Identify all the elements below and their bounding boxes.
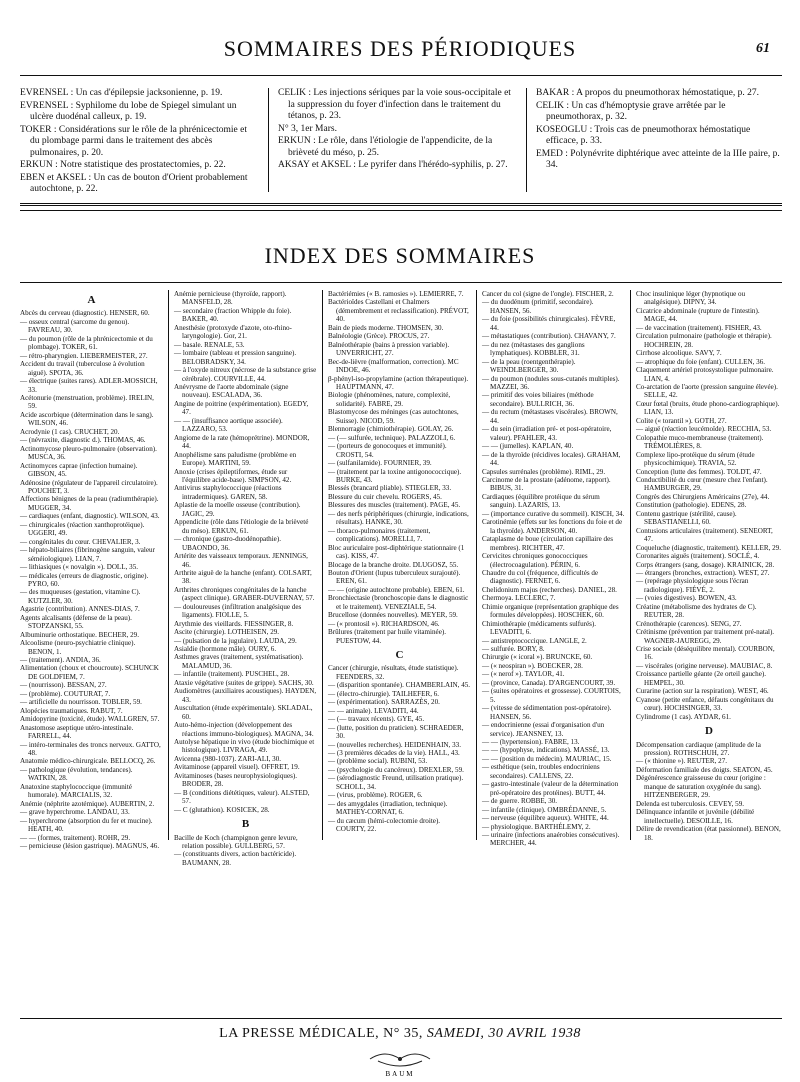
index-entry: — lombaire (tableau et pression sanguine). BELOBRADSKY, 34. bbox=[174, 349, 297, 366]
index-entry: Crénothérapie (carences). SENG, 27. bbox=[636, 619, 742, 628]
index-entry: — (problème social). RUBINI, 53. bbox=[328, 757, 428, 766]
index-entry: Contenu gastrique (stérilité, cause). SEBASTIANELLI, 60. bbox=[636, 509, 737, 527]
index-entry: — basale. RENALE, 53. bbox=[174, 340, 245, 349]
index-entry: Blastomycose des méninges (cas autochtones, Suisse). NICOD, 59. bbox=[328, 408, 459, 425]
index-entry: Créatine (métabolisme des hydrates de C). REUTER, 28. bbox=[636, 602, 757, 620]
index-entry: Colopathie muco-membraneuse (traitement). TRÉMOLIÈRES, 8. bbox=[636, 433, 764, 451]
header-rule bbox=[20, 75, 782, 76]
index-entry: Alopécies traumatiques. RABUT, 7. bbox=[20, 706, 123, 715]
index-entry: — C (glutathion). KOSICEK, 28. bbox=[174, 805, 270, 814]
index-entry: Anémie (néphrite azotémique). AUBERTIN, 2. bbox=[20, 799, 155, 808]
index-entry: Arthrite aiguë de la hanche (enfant). COLSART, 38. bbox=[174, 568, 312, 586]
index-entry: Circulation pulmonaire (pathologie et thérapie). HOCHREIN, 28. bbox=[636, 332, 772, 349]
index-entry: Acétonurie (menstruation, problème). IRELIN, 59. bbox=[20, 393, 154, 411]
index-rule bbox=[20, 282, 782, 283]
index-entry: Aplastie de la moelle osseuse (contribution). JAGIC, 29. bbox=[174, 501, 301, 518]
index-entry: Bain de pieds moderne. THOMSEN, 30. bbox=[328, 323, 444, 332]
column-divider bbox=[526, 88, 527, 192]
index-entry: Bouton d'Orient (lupus tuberculeux surajouté). EREN, 61. bbox=[328, 568, 461, 586]
index-entry: — — (hypertension). FABRE, 13. bbox=[482, 738, 580, 747]
index-entry: — de la thyroïde (récidives locales). GRAHAM, 44. bbox=[482, 450, 621, 468]
index-entry: — infantile (clinique). OMBRÉDANNE, 5. bbox=[482, 805, 607, 814]
index-entry: — de vaccination (traitement). FISHER, 43. bbox=[636, 323, 762, 332]
index-entry: — primitif des voies biliaires (méthode secondaire). BULLRICH, 36. bbox=[482, 391, 594, 408]
summary-entry: EVRENSEL : Syphilome du lobe de Spiegel simulant un ulcère duodénal calleux, p. 19. bbox=[20, 100, 237, 122]
index-entry: Blessures des muscles (traitement). PAGE, 45. bbox=[328, 501, 461, 510]
index-entry: Délire de revendication (état passionnel). BENON, 18. bbox=[636, 825, 781, 842]
index-entry: — intéro-terminales des troncs nerveux. GATTO, 48. bbox=[20, 740, 161, 758]
column-divider bbox=[630, 290, 631, 840]
index-entry: — (expérimentation). SARRAZÈS, 20. bbox=[328, 698, 440, 707]
index-entry: Bactériémies (« B. ramosies »). LEMIERRE, 7. bbox=[328, 290, 464, 298]
index-entry: — (pulsation de la jugulaire). LAUDA, 29. bbox=[174, 636, 297, 645]
index-entry: Adénosine (régulateur de l'appareil circulatoire). POUCHET, 3. bbox=[20, 478, 158, 495]
column-divider bbox=[268, 88, 269, 192]
index-entry: — congénitales du cœur. CHEVALIER, 3. bbox=[20, 537, 141, 546]
index-entry: — métastatiques (contribution). CHAVANY, 7. bbox=[482, 332, 616, 341]
index-entry: Alimentation (choux et choucroute). SCHUNCK DE GOLDFIEM, 7. bbox=[20, 664, 159, 681]
index-entry: — (suites opératoires et grossesse). COURTOIS, 5. bbox=[482, 687, 621, 704]
column-divider bbox=[322, 290, 323, 840]
index-entry: Décompensation cardiaque (amplitude de la pression). ROTHSCHUH, 27. bbox=[636, 740, 761, 758]
summary-column-2 bbox=[278, 88, 516, 173]
index-entry: — (névraxite, diagnostic d.). THOMAS, 46. bbox=[20, 436, 146, 445]
index-entry: Blennorragie (chimiothérapie). GOLAY, 26. bbox=[328, 425, 454, 434]
index-entry: Bronchiectasie (bronchoscopie dans le diagnostic et le traitement). VENEZIALE, 54. bbox=[328, 594, 469, 611]
index-entry: Brucellose (données nouvelles). MEYER, 59. bbox=[328, 611, 458, 620]
index-title: INDEX DES SOMMAIRES bbox=[264, 243, 536, 268]
summary-entry: CELIK : Les injections sériques par la voie sous-occipitale et la suppression du foyer d'infection dans le traitement du tétanos, p. 23. bbox=[278, 88, 511, 121]
index-entry: Affections bénignes de la peau (radiumthérapie). MUGGER, 34. bbox=[20, 495, 159, 512]
summary-entry: CELIK : Un cas d'hémoptysie grave arrêtée par le pneumothorax, p. 32. bbox=[536, 100, 726, 122]
index-entry: Asialdie (hormone mâle). OURY, 6. bbox=[174, 645, 277, 654]
index-entry: — aiguë (réaction leucémoïde). RECCHIA, 53. bbox=[636, 425, 772, 434]
index-entry: — hépato-biliaires (fibrinogène sanguin, valeur séméiologique). LIAN, 7. bbox=[20, 546, 155, 563]
summary-entry: ERKUN : Le rôle, dans l'étiologie de l'appendicite, de la brièveté du méso, p. 25. bbox=[278, 136, 493, 158]
index-entry: — (voies digestives). BOWEN, 43. bbox=[636, 594, 737, 603]
index-letter-heading: D bbox=[705, 725, 713, 738]
index-entry: — (vitesse de sédimentation post-opératoire). HANSEN, 56. bbox=[482, 704, 612, 721]
index-entry: — endocrinienne (essai d'organisation d'un service). JEANSNEY, 13. bbox=[482, 721, 605, 738]
footer-journal: LA PRESSE MÉDICALE, bbox=[219, 1026, 380, 1041]
index-entry: — viscérales (origine nerveuse). MAUBIAC, 8. bbox=[636, 661, 773, 670]
index-entry: Cyanose (petite enfance, défauts congénitaux du cœur). HOCHSINGER, 33. bbox=[636, 695, 774, 713]
index-column-2 bbox=[174, 290, 317, 867]
index-entry: Cœur fœtal (bruits, étude phono-cardiographique). LIAN, 13. bbox=[636, 399, 780, 417]
index-entry: — (lutte, position du praticien). SCHRAEDER, 30. bbox=[328, 723, 464, 741]
index-entry: — à l'oxyde nitreux (nécrose de la substance grise cérébrale). COURVILLE, 44. bbox=[174, 366, 317, 383]
index-entry: Chaudre du col (fréquence, difficultés de diagnostic). FERNET, 6. bbox=[482, 568, 599, 586]
index-entry: — du cæcum (hémi-colectomie droite). COURTY, 22. bbox=[328, 816, 441, 834]
summary-column-3 bbox=[536, 88, 782, 173]
summary-entry: EBEN et AKSEL : Un cas de bouton d'Orient probablement autochtone, p. 22. bbox=[20, 172, 248, 194]
summary-column-1 bbox=[20, 88, 258, 197]
index-entry: Auscultation (étude expérimentale). SKLADAL, 60. bbox=[174, 704, 313, 721]
index-entry: — pathologique (évolution, tendances). WATKIN, 28. bbox=[20, 765, 133, 783]
index-entry: Chermoya. LECLERC, 7. bbox=[482, 594, 556, 603]
index-entry: — (repérage physiologique sous l'écran radiologique). FIÉVÉ, 2. bbox=[636, 577, 749, 594]
index-entry: — gastro-intestinale (valeur de la détermination pré-opératoire des protéines). BUTT, 44. bbox=[482, 780, 619, 797]
summary-entry: KOSEOGLU : Trois cas de pneumothorax hémostatique efficace, p. 33. bbox=[536, 124, 751, 146]
index-entry: — cardiaques (enfant, diagnostic). WILSON, 43. bbox=[20, 512, 160, 521]
index-entry: Capsules surrénales (problème). RIML, 29. bbox=[482, 467, 606, 476]
index-entry: Anémie pernicieuse (thyroïde, rapport). MANSFELD, 28. bbox=[174, 290, 287, 307]
index-entry: — — (insuffisance aortique associée). LAZZARO, 53. bbox=[174, 416, 283, 434]
summary-entry: EVRENSEL : Un cas d'épilepsie jacksonienne, p. 19. bbox=[20, 88, 223, 98]
index-entry: Bacille de Koch (champignon genre levure, relation possible). GULLBERG, 57. bbox=[174, 833, 298, 850]
index-entry: Biologie (phénomènes, nature, complexité, solidarité). FABRE, 29. bbox=[328, 391, 451, 408]
index-entry: Asthmes graves (traitement, systématisation). MALAMUD, 36. bbox=[174, 653, 304, 670]
index-entry: Conception (lutte des femmes). TOLDT, 47. bbox=[636, 467, 762, 476]
index-entry: — de la peau (roentgenthérapie). WEINDLBERGER, 30. bbox=[482, 357, 576, 375]
index-entry: Angine de poitrine (expérimentation). EGEDY, 47. bbox=[174, 399, 309, 417]
index-entry: — (virus, problème). ROGER, 6. bbox=[328, 791, 423, 800]
summary-entry: EMED : Polynévrite diphtérique avec atteinte de la IIIe paire, p. 34. bbox=[536, 148, 780, 170]
index-entry: — hyperchrome (absorption du fer et mucine). HEATH, 40. bbox=[20, 816, 153, 834]
index-entry: — des amygdales (irradiation, technique). MATHEY-CORNAT, 6. bbox=[328, 799, 448, 817]
index-entry: — du duodénum (primitif, secondaire). HANSEN, 56. bbox=[482, 298, 594, 315]
index-entry: — (« thionine »). REUTER, 27. bbox=[636, 757, 728, 766]
index-entry: Ataxie végétative (suites de grippe). SACHS, 30. bbox=[174, 678, 314, 687]
index-entry: Antivirus staphylococcique (réactions intradermiques). GAREN, 58. bbox=[174, 484, 282, 501]
index-entry: Brûlures (traitement par huile vitaminée). PUESTOW, 44. bbox=[328, 628, 446, 645]
index-entry: — du rectum (métastases viscérales). BROWN, 44. bbox=[482, 408, 618, 425]
index-entry: — atrophique du foie (enfant). CULLEN, 36. bbox=[636, 357, 766, 366]
index-entry: Delenda est tuberculosis. CEVEY, 59. bbox=[636, 799, 745, 808]
index-entry: — pernicieuse (lésion gastrique). MAGNUS, 46. bbox=[20, 842, 160, 850]
index-entry: — grave hyperchrome. LANDAU, 33. bbox=[20, 808, 130, 817]
index-entry: — chronique (gastro-duodénopathie). UBAONDO, 36. bbox=[174, 535, 281, 552]
index-entry: Blocage de la branche droite. DLUGOSZ, 55. bbox=[328, 560, 459, 569]
ornament-text: BAUM bbox=[385, 1070, 415, 1078]
index-entry: — (problème). COUTURAT, 7. bbox=[20, 689, 111, 698]
index-entry: Acide ascorbique (détermination dans le sang). WILSON, 46. bbox=[20, 410, 154, 428]
index-entry: Dégénérescence graisseuse du cœur (origine : manque de saturation oxygénée du sang). HITZENBERGER, 29. bbox=[636, 774, 766, 800]
index-entry: — du poumon (rôle de la phrénicectomie et du plombage). TOKER, 61. bbox=[20, 334, 153, 352]
index-entry: Alcoolisme (neuro-psychiatrie clinique). BENON, 1. bbox=[20, 639, 136, 656]
index-entry: Chimiothérapie (médicaments sulfurés). LEVADITI, 6. bbox=[482, 619, 597, 637]
index-entry: — secondaire (fraction Whipple du foie). BAKER, 40. bbox=[174, 306, 292, 324]
index-entry: Coqueluche (diagnostic, traitement). KELLER, 29. bbox=[636, 543, 781, 552]
index-entry: — sulfurée. BORY, 8. bbox=[482, 645, 545, 654]
index-entry: Chimie organique (représentation graphique des formules développées). HOSCHEK, 60. bbox=[482, 602, 619, 620]
index-entry: Balnéothérapie (bains à pression variable). UNVERRICHT, 27. bbox=[328, 340, 450, 358]
index-entry: — (traitement par la toxine antigonococcique). BURKE, 43. bbox=[328, 467, 462, 484]
index-entry: Amidopyrine (toxicité, étude). WALLGREN, 57. bbox=[20, 715, 160, 724]
index-column-3 bbox=[328, 290, 471, 840]
column-divider bbox=[476, 290, 477, 840]
index-entry: — (sérodiagnostic Freund, utilisation pratique). SCHOLL, 34. bbox=[328, 774, 464, 791]
section-divider-thin bbox=[20, 210, 782, 211]
index-entry: Cylindrome (1 cas). AYDAR, 61. bbox=[636, 712, 731, 721]
index-entry: Actinomycose pleuro-pulmonaire (observation). MUSCA, 36. bbox=[20, 444, 157, 462]
index-entry: Arthrites chroniques congénitales de la hanche (aspect clinique). GRABER-DUVERNAY, 57. bbox=[174, 585, 315, 603]
summary-entry: BAKAR : A propos du pneumothorax hémostatique, p. 27. bbox=[536, 88, 759, 98]
index-letter-heading: B bbox=[241, 818, 250, 831]
summaries-section bbox=[20, 88, 782, 194]
index-letter-heading: C bbox=[395, 649, 404, 662]
page-number: 61 bbox=[756, 41, 770, 56]
index-entry: Bec-de-lièvre (malformation, correction). MC INDOE, 46. bbox=[328, 357, 459, 375]
index-entry: Cervicites chroniques gonococciques (électrocoagulation). PÉRIN, 6. bbox=[482, 552, 588, 569]
index-entry: — nerveuse (équilibre aqueux). WHITE, 44. bbox=[482, 814, 609, 823]
printer-ornament-icon bbox=[360, 1045, 440, 1079]
index-entry: Audiomètres (auxiliaires acoustiques). HAYDEN, 43. bbox=[174, 687, 317, 704]
index-entry: — — (jumelles). KAPLAN, 40. bbox=[482, 442, 574, 451]
index-entry: — — (hypophyse, indications). MASSÉ, 13. bbox=[482, 746, 610, 755]
footer-rule bbox=[20, 1018, 782, 1019]
index-entry: Colite (« torantil »). GOTH, 27. bbox=[636, 416, 727, 425]
index-entry: β-phényl-iso-propylamine (action thérapeutique). HAUPTMANN, 47. bbox=[328, 374, 469, 391]
summary-entry: AKSAY et AKSEL : Le pyrifer dans l'hérédo-syphilis, p. 27. bbox=[278, 160, 508, 170]
section-divider bbox=[20, 203, 782, 206]
index-entry: Déformation familiale des doigts. SEATON, 45. bbox=[636, 765, 773, 774]
index-entry: — de guerre. ROBBE, 30. bbox=[482, 797, 558, 806]
index-entry: Corps étrangers (sang, dosage). KRAINICK, 28. bbox=[636, 560, 775, 569]
index-entry: — thoraco-pulmonaires (traitement, complications). MORELLI, 7. bbox=[328, 526, 431, 544]
index-entry: — du sein (irradiation pré- et post-opératoire, valeur). PFAHLER, 43. bbox=[482, 425, 612, 442]
index-entry: — du foie (possibilités chirurgicales). FÈVRE, 44. bbox=[482, 315, 616, 332]
index-entry: — électrique (suites rares). ADLER-MOSSICH, 33. bbox=[20, 377, 158, 394]
index-entry: Contusions articulaires (traitement). SENEORT, 47. bbox=[636, 526, 773, 544]
index-entry: Avicenna (980-1037). ZARI-ALI, 30. bbox=[174, 754, 282, 763]
index-entry: — (« neospiran »). BOECKER, 28. bbox=[482, 661, 583, 670]
index-entry: — rétro-pharyngien. LIEBERMEISTER, 27. bbox=[20, 351, 148, 360]
index-entry: — infantile (traitement). PUSCHEL, 28. bbox=[174, 670, 290, 679]
index-entry: — (porteurs de gonocoques et immunité). CROSTI, 54. bbox=[328, 442, 447, 459]
index-entry: — (province, Canada). D'ARGENCOURT, 39. bbox=[482, 678, 616, 687]
index-entry: Chelidonium majus (recherches). DANIEL, 28. bbox=[482, 585, 617, 594]
index-entry: — — animale). LEVADITI, 44. bbox=[328, 706, 419, 715]
index-entry: — physiologique. BARTHÉLEMY, 2. bbox=[482, 822, 591, 831]
index-entry: Anesthésie (protoxyde d'azote, oto-rhino-laryngologie). Gor, 21. bbox=[174, 323, 292, 341]
summary-entry: ERKUN : Notre statistique des prostatectomies, p. 22. bbox=[20, 160, 226, 170]
index-entry: Anatomie médico-chirurgicale. BELLOCQ, 26. bbox=[20, 757, 156, 766]
index-entry: Auto-hémo-injection (développement des réactions immuno-biologiques). MAGNA, 34. bbox=[174, 721, 314, 738]
index-entry: Claquement artériel protosystolique pulmonaire. LIAN, 4. bbox=[636, 366, 774, 383]
page-header-title: SOMMAIRES DES PÉRIODIQUES bbox=[223, 36, 577, 61]
index-entry: — urinaire (infections anaérobies consécutives). MERCHER, 44. bbox=[482, 831, 620, 848]
index-entry: — B (conditions diététiques, valeur). ALSTED, 57. bbox=[174, 788, 310, 806]
index-entry: — (importance curative du sommeil). KISCH, 34. bbox=[482, 509, 625, 518]
index-entry: Appendicite (rôle dans l'étiologie de la brièveté du méso). ERKUN, 61. bbox=[174, 518, 309, 535]
index-entry: Délinquance infantile et juvénile (débilité intellectuelle). DESOILLE, 16. bbox=[636, 808, 755, 825]
index-entry: — — (origine autochtone probable). EBEN, 61. bbox=[328, 585, 465, 594]
index-entry: — antistreptococcique. LANGLE, 2. bbox=[482, 636, 587, 645]
index-entry: Accident du travail (tuberculose à évolution aiguë). SPOTA, 36. bbox=[20, 360, 145, 377]
index-entry: — (« nerof »). TAYLOR, 41. bbox=[482, 670, 565, 679]
index-entry: — (nouvelles recherches). HEIDENHAIN, 33. bbox=[328, 740, 461, 749]
index-entry: Cicatrice abdominale (rupture de l'intestin). MAGE, 44. bbox=[636, 306, 760, 324]
index-entry: Acrodynie (1 cas). CRUCHET, 20. bbox=[20, 427, 120, 436]
index-entry: Carcinome de la prostate (adénome, rapport). BIBUS, 31. bbox=[482, 475, 611, 493]
index-entry: Cataplasme de boue (circulation capillaire des membres). RICHTER, 47. bbox=[482, 535, 613, 552]
index-entry: Choc insulinique léger (hypnotique ou analgésique). DIPNY, 34. bbox=[636, 290, 746, 307]
index-entry: — lithiasiques (« novalgin »). DOLL, 35. bbox=[20, 563, 139, 572]
index-entry: — (traitement). ANDIA, 36. bbox=[20, 656, 101, 665]
index-entry: Avitaminoses (bases neurophysiologiques). BRODER, 28. bbox=[174, 771, 298, 789]
index-entry: Arythmie des vieillards. FIESSINGER, 8. bbox=[174, 619, 294, 628]
index-entry: — du poumon (nodules sous-cutanés multiples). MAZZEI, 36. bbox=[482, 374, 620, 391]
index-entry: — osseux central (sarcome du genou). FAVREAU, 30. bbox=[20, 317, 130, 335]
index-entry: — (disparition spontanée). CHAMBERLAIN, 45. bbox=[328, 681, 471, 690]
index-column-5 bbox=[636, 290, 782, 840]
index-entry: Blessure du cuir chevelu. ROGERS, 45. bbox=[328, 492, 442, 501]
index-entry: Anophélisme sans paludisme (problème en Europe). MARTINI, 59. bbox=[174, 450, 297, 468]
footer-issue: N° 35, bbox=[383, 1026, 423, 1041]
index-entry: Crétinisme (prévention par traitement pré-natal). WAGNER-JAUREGG, 29. bbox=[636, 628, 775, 645]
index-column-1 bbox=[20, 290, 163, 850]
index-entry: Cancer (chirurgie, résultats, étude statistique). FEENDERS, 32. bbox=[328, 664, 459, 681]
index-entry: Anastomose aseptique utéro-intestinale. FARRELL, 44. bbox=[20, 723, 134, 741]
index-entry: Actinomyces caprae (infection humaine). GIBSON, 45. bbox=[20, 461, 138, 479]
index-entry: Angiome de la rate (hémoprétrine). MONDOR, 44. bbox=[174, 433, 310, 451]
index-entry: Agents alcalisants (défense de la peau). STOPZANSKI, 55. bbox=[20, 613, 132, 631]
index-entry: Carotinémie (effets sur les fonctions du foie et de la thyroïde). ANDERSON, 40. bbox=[482, 518, 623, 535]
index-entry: — (nourrisson). BESSAN, 27. bbox=[20, 681, 107, 690]
index-entry: Artérite des vaisseaux temporaux. JENNINGS, 46. bbox=[174, 552, 308, 569]
index-entry: Anoxie (crises épileptiformes, étude sur l'équilibre acide-base). SIMPSON, 42. bbox=[174, 467, 292, 484]
index-column-4 bbox=[482, 290, 625, 848]
index-entry: Bactérioïdes Castellani et Chalmers (démembrement et reclassification). PRÉVOT, 40. bbox=[328, 298, 469, 324]
index-entry: — (constituants divers, action bactéricide). BAUMANN, 28. bbox=[174, 850, 297, 867]
index-entry: — médicales (erreurs de diagnostic, origine). PYRO, 60. bbox=[20, 571, 149, 588]
index-entry: Agastrie (contribution). ANNES-DIAS, 7. bbox=[20, 605, 140, 614]
page-footer bbox=[0, 1026, 800, 1042]
summary-entry: N° 3, 1er Mars. bbox=[278, 123, 337, 134]
index-entry: Ascite (chirurgie). LOTHEISEN, 29. bbox=[174, 628, 280, 637]
index-entry: — artificielle du nourrisson. TOBLER, 59. bbox=[20, 698, 142, 707]
index-entry: Co-arctation de l'aorte (pression sanguine élevée). SELLE, 42. bbox=[636, 382, 778, 400]
index-entry: Crise sociale (déséquilibre mental). COURBON, 16. bbox=[636, 645, 775, 662]
index-entry: — des nerfs périphériques (chirurgie, indications, résultats). HANKE, 30. bbox=[328, 509, 469, 527]
index-entry: — du nez (métastases des ganglions lymphatiques). KOBBLER, 31. bbox=[482, 340, 585, 358]
index-entry: Blessés (brancard pliable). STIEGLER, 33. bbox=[328, 484, 452, 493]
index-entry: — (électro-chirurgie). TAILHEFER, 6. bbox=[328, 689, 440, 698]
index-entry: Cancer du col (signe de l'ongle). FISCHER, 2. bbox=[482, 290, 614, 298]
index-entry: — douloureuses (infiltration analgésique des ligaments). FIOLLE, 5. bbox=[174, 602, 302, 620]
index-entry: — (sulfanilamide). FOURNIER, 39. bbox=[328, 459, 432, 468]
index-entry: Bloc auriculaire post-diphtérique stationnaire (1 cas). KISS, 47. bbox=[328, 543, 465, 561]
index-entry: Curarine (action sur la respiration). WEST, 46. bbox=[636, 687, 769, 696]
index-entry: Conductibilité du cœur (mesure chez l'enfant). HAMBURGER, 29. bbox=[636, 475, 768, 493]
index-entry: — étrangers (bronches, extraction). WEST, 27. bbox=[636, 568, 770, 577]
index-entry: Constitution (pathologie). EDENS, 28. bbox=[636, 501, 747, 510]
index-entry: Balnéologie (Grèce). PROCUS, 27. bbox=[328, 332, 430, 341]
footer-date: SAMEDI, 30 AVRIL 1938 bbox=[426, 1026, 581, 1041]
index-entry: — (— travaux récents). GYE, 45. bbox=[328, 715, 425, 724]
column-divider bbox=[168, 290, 169, 840]
index-entry: — (— sulfurée, technique). PALAZZOLI, 6. bbox=[328, 433, 456, 442]
index-entry: Avitaminose (appareil visuel). OFFRET, 19. bbox=[174, 763, 300, 772]
index-entry: Croissance partielle géante (2e orteil gauche). HEMPEL, 30. bbox=[636, 670, 766, 687]
index-entry: Autolyse hépatique in vivo (étude biochimique et histologique). LIVRAGA, 49. bbox=[174, 738, 315, 755]
index-entry: — chirurgicales (réaction xanthoprotéique). UGGERI, 49. bbox=[20, 520, 145, 538]
index-entry: — (« prontosil »). RICHARDSON, 46. bbox=[328, 619, 440, 628]
index-entry: — (3 premières décades de la vie). HALL, 43. bbox=[328, 749, 460, 758]
index-entry: Anévrysme de l'aorte abdominale (signe nouveau). ESCALADA, 36. bbox=[174, 382, 289, 400]
index-entry: Anatoxine staphylococcique (immunité humorale). MARCIALIS, 32. bbox=[20, 782, 132, 800]
index-entry: — — (position du médecin). MAURIAC, 15. bbox=[482, 754, 612, 763]
index-letter-heading: A bbox=[87, 294, 96, 306]
index-entry: — esthétique (sein, troubles endocriniens secondaires). CALLENS, 22. bbox=[482, 763, 600, 780]
index-entry: Abcès du cerveau (diagnostic). HENSER, 60. bbox=[20, 309, 150, 318]
index-entry: Complexe lipo-protéique du sérum (étude physicochimique). TRAVIA, 52. bbox=[636, 450, 755, 468]
index-entry: Cirrhose alcoolique. SAVY, 7. bbox=[636, 349, 722, 358]
index-entry: — — (formes, traitement). ROHR, 29. bbox=[20, 833, 131, 842]
index-entry: — (psychologie du cancéreux). DREXLER, 59. bbox=[328, 765, 464, 774]
index-entry: Congrès des Chirurgiens Américains (27e), 44. bbox=[636, 492, 770, 501]
index-entry: — des muqueuses (gestation, vitamine C). KUTZLER, 30. bbox=[20, 588, 141, 605]
index-entry: Albuminurie orthostatique. BECHER, 29. bbox=[20, 630, 140, 639]
index-entry: Chirurgie (« icoral »). BRUNCKE, 60. bbox=[482, 653, 593, 662]
index-entry: Cardiaques (équilibre protéique du sérum sanguin). LAZARIS, 13. bbox=[482, 492, 600, 510]
summary-entry: TOKER : Considérations sur le rôle de la phrénicectomie et du plombage parmi dans le traitement des abcès pulmonaires, p. 20. bbox=[20, 124, 247, 158]
index-entry: Coronarites aiguës (traitement). SOCLÉ, 4. bbox=[636, 552, 760, 561]
